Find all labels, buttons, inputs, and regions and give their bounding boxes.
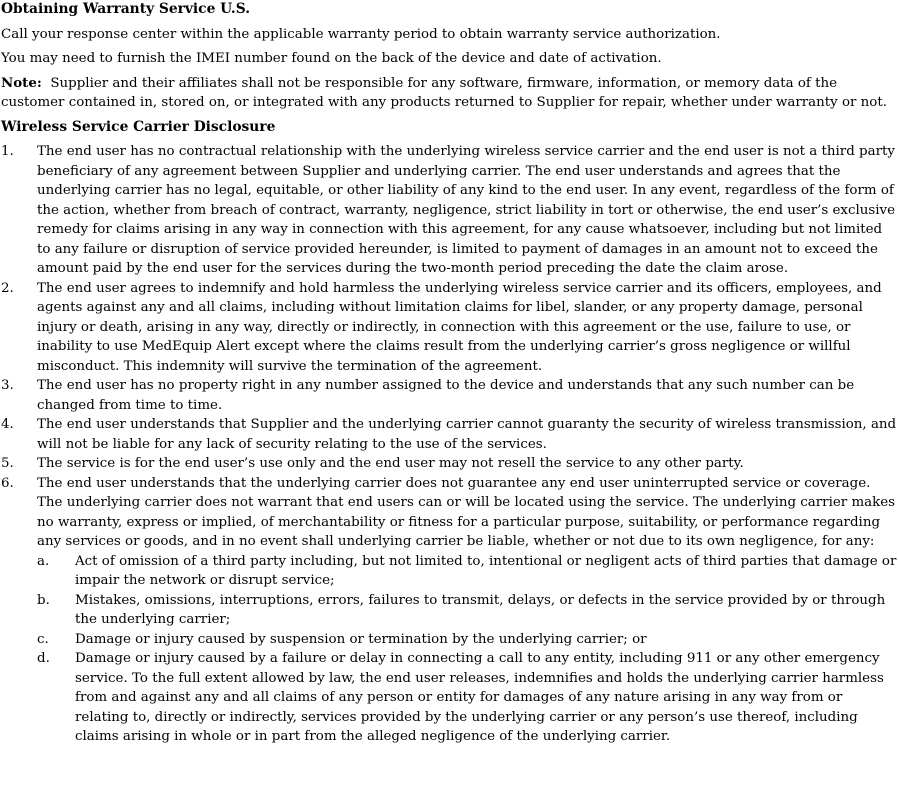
list-item-number: 6. bbox=[1, 475, 14, 491]
list-item-text: The end user agrees to indemnify and hold harmless the underlying wireless service carrier and its officers, employees, and agents against any and all claims, including without limitation claims for libel, slander, or any property damage, personal injury or death, arising in any way, directly or indirectly, in connection with this agreement or the use, failure to use, or inability to use MedEquip Alert except where the claims result from the underlying carrier’s gross negligence or willful misconduct. This indemnity will survive the termination of the agreement. bbox=[37, 280, 882, 374]
carrier-heading: Wireless Service Carrier Disclosure bbox=[1, 118, 276, 135]
list-item-text: The end user understands that the underlying carrier does not guarantee any end user uninterrupted service or coverage. The underlying carrier does not warrant that end users can or will be located using the service. The underlying carrier makes no warranty, express or implied, of merchantability or fitness for a particular purpose, suitability, or performance regarding any services or goods, and in no event shall underlying carrier be liable, whether or not due to its own negligence, for any: bbox=[37, 475, 896, 549]
warranty-heading: Obtaining Warranty Service U.S. bbox=[1, 1, 251, 17]
warranty-paragraph-imei: You may need to furnish the IMEI number found on the back of the device and date of activation. bbox=[1, 51, 662, 66]
note-label: Note: bbox=[1, 74, 42, 91]
sublist-item-text: Mistakes, omissions, interruptions, errors, failures to transmit, delays, or defects in the service provided by or through the underlying carrier; bbox=[75, 592, 886, 627]
list-item-text: The end user understands that Supplier and the underlying carrier cannot guaranty the security of wireless transmission, and will not be liable for any lack of security relating to the use of the services. bbox=[37, 417, 897, 452]
sublist-item-text: Act of omission of a third party including, but not limited to, intentional or negligent acts of third parties that damage or impair the network or disrupt service; bbox=[75, 553, 897, 588]
sublist-item bbox=[37, 649, 898, 747]
list-item bbox=[0, 454, 898, 474]
warranty-note bbox=[0, 74, 898, 113]
list-item-number: 4. bbox=[1, 417, 14, 432]
sublist-item-text: Damage or injury caused by a failure or delay in connecting a call to any entity, including 911 or any other emergency service. To the full extent allowed by law, the end user releases, indemnifies and holds the underlying carrier harmless from and against any and all claims of any person or entity for damages of any nature arising in any way from or relating to, directly or indirectly, services provided by the underlying carrier or any person’s use thereof, including claims arising in whole or in part from the alleged negligence of the underlying carrier. bbox=[75, 651, 884, 744]
sublist-item-letter: d. bbox=[37, 651, 50, 666]
sublist-item-letter: a. bbox=[37, 553, 50, 569]
list-item bbox=[0, 376, 898, 415]
sublist-item-text: Damage or injury caused by suspension or termination by the underlying carrier; or bbox=[75, 631, 647, 647]
list-item-number: 2. bbox=[1, 280, 14, 296]
list-item-number: 1. bbox=[1, 144, 14, 159]
list-item bbox=[0, 142, 898, 279]
warranty-paragraph-call: Call your response center within the applicable warranty period to obtain warranty service authorization. bbox=[1, 26, 721, 42]
list-item-text: The service is for the end user’s use only and the end user may not resell the service to any other party. bbox=[37, 456, 744, 471]
list-item-text: The end user has no property right in any number assigned to the device and understands that any such number can be changed from time to time. bbox=[37, 378, 855, 413]
list-item bbox=[0, 474, 898, 747]
list-item bbox=[0, 279, 898, 377]
list-item-text: The end user has no contractual relationship with the underlying wireless service carrier and the end user is not a third party beneficiary of any agreement between Supplier and underlying carrier. The end user understands and agrees that the underlying carrier has no legal, equitable, or other liability of any kind to the end user. In any event, regardless of the form of the action, whether from breach of contract, warranty, negligence, strict liability in tort or otherwise, the end user’s exclusive remedy for claims arising in any way in connection with this agreement, for any cause whatsoever, including but not limited to any failure or disruption of service provided hereunder, is limited to payment of damages in an amount not to exceed the amount paid by the end user for the services during the two-month period preceding the date the claim arose. bbox=[37, 144, 896, 276]
list-item bbox=[0, 415, 898, 454]
sublist-item bbox=[37, 630, 898, 650]
liability-sublist bbox=[37, 552, 898, 747]
note-text: Supplier and their affiliates shall not be responsible for any software, firmware, information, or memory data of the customer contained in, stored on, or integrated with any products returned to Supplier for repair, whether under warranty or not. bbox=[1, 75, 887, 110]
sublist-item bbox=[37, 552, 898, 591]
sublist-item bbox=[37, 591, 898, 630]
sublist-item-letter: b. bbox=[37, 592, 50, 608]
carrier-disclosure-list bbox=[0, 142, 898, 747]
sublist-item-letter: c. bbox=[37, 631, 49, 647]
list-item-number: 5. bbox=[1, 456, 14, 471]
list-item-number: 3. bbox=[1, 378, 14, 393]
